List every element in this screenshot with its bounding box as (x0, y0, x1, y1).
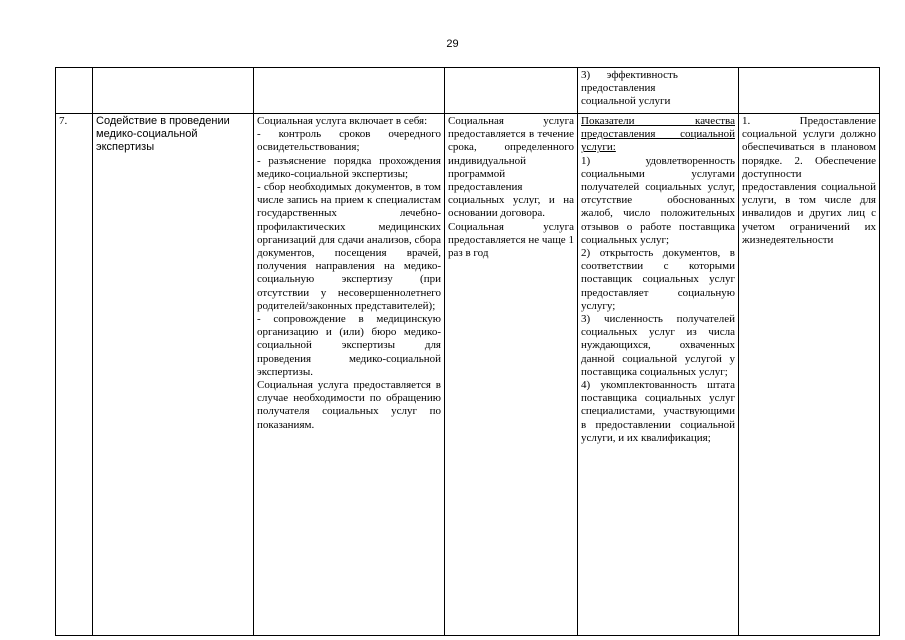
content-item: - сопровождение в медицинскую организацию и (или) бюро медико-социальной экспертизы для проведения медико-социальной экспертизы. (257, 313, 441, 378)
continuation-cell-conditions (739, 68, 880, 114)
continuation-cell-number (56, 68, 93, 114)
content-intro: Социальная услуга включает в себя: (257, 115, 428, 127)
service-content (254, 114, 445, 636)
indicator-item: 1) удовлетворенность социальными услугами получателей социальных услуг, отсутствие обоснованных жалоб, число положительных отзывов о работе поставщика социальных услуг; (581, 154, 735, 246)
quality-indicators (578, 114, 739, 636)
continuation-cell-indicators (578, 68, 739, 114)
indicator-item: 2) открытость документов, в соответствии с которыми поставщик социальных услуг предоставляет социальную услугу; (581, 247, 735, 312)
page-number: 29 (446, 38, 459, 50)
indicator-item: 3) численность получателей социальных услуг из числа нуждающихся, охваченных данной социальной услугой у поставщика социальных услуг; (581, 313, 735, 378)
content-item: - разъяснение порядка прохождения медико-социальной экспертизы; (257, 154, 441, 180)
indicator-line: 3) эффективность (581, 69, 678, 81)
content-item: - контроль сроков очередного освидетельствования; (257, 128, 441, 154)
continuation-cell-content (254, 68, 445, 114)
table-row-7 (56, 114, 880, 636)
services-table (55, 67, 880, 636)
continuation-cell-terms (445, 68, 578, 114)
service-terms (445, 114, 578, 636)
conditions-text: 1. Предоставление социальной услуги должно обеспечиваться в плановом порядке. 2. Обеспечение доступности предоставления социальной услуги, в том числе для инвалидов и других лиц с учетом ограничений их жизнедеятельности (742, 115, 876, 246)
terms-paragraph: Социальная услуга предоставляется в течение срока, определенного индивидуальной программой предоставления социальных услуг, и на основании договора. (448, 115, 574, 220)
indicator-line: предоставления (581, 82, 656, 95)
content-item: Социальная услуга предоставляется в случае необходимости по обращению получателя социальных услуг по показаниям. (257, 379, 441, 431)
indicator-item: 4) укомплектованность штата поставщика социальных услуг специалистами, участвующими в предоставлении социальной услуги, и их квалификация; (581, 379, 735, 444)
continuation-cell-name (93, 68, 254, 114)
content-item: - сбор необходимых документов, в том числе запись на прием к специалистам государственных лечебно-профилактических медицинских организаций для сдачи анализов, сбора документов, посещения врачей, получения направления на медико-социальную экспертизу (при отсутствии у несовершеннолетнего родителей/законных представителей); (257, 181, 441, 312)
indicators-title: Показатели качества предоставления социальной услуги: (581, 115, 735, 154)
indicator-line: социальной услуги (581, 95, 671, 108)
service-name: Содействие в проведении медико-социальной экспертизы (93, 114, 254, 636)
table-row-continuation (56, 68, 880, 114)
service-conditions (739, 114, 880, 636)
terms-paragraph: Социальная услуга предоставляется не чаще 1 раз в год (448, 220, 574, 260)
row-number: 7. (56, 114, 93, 636)
